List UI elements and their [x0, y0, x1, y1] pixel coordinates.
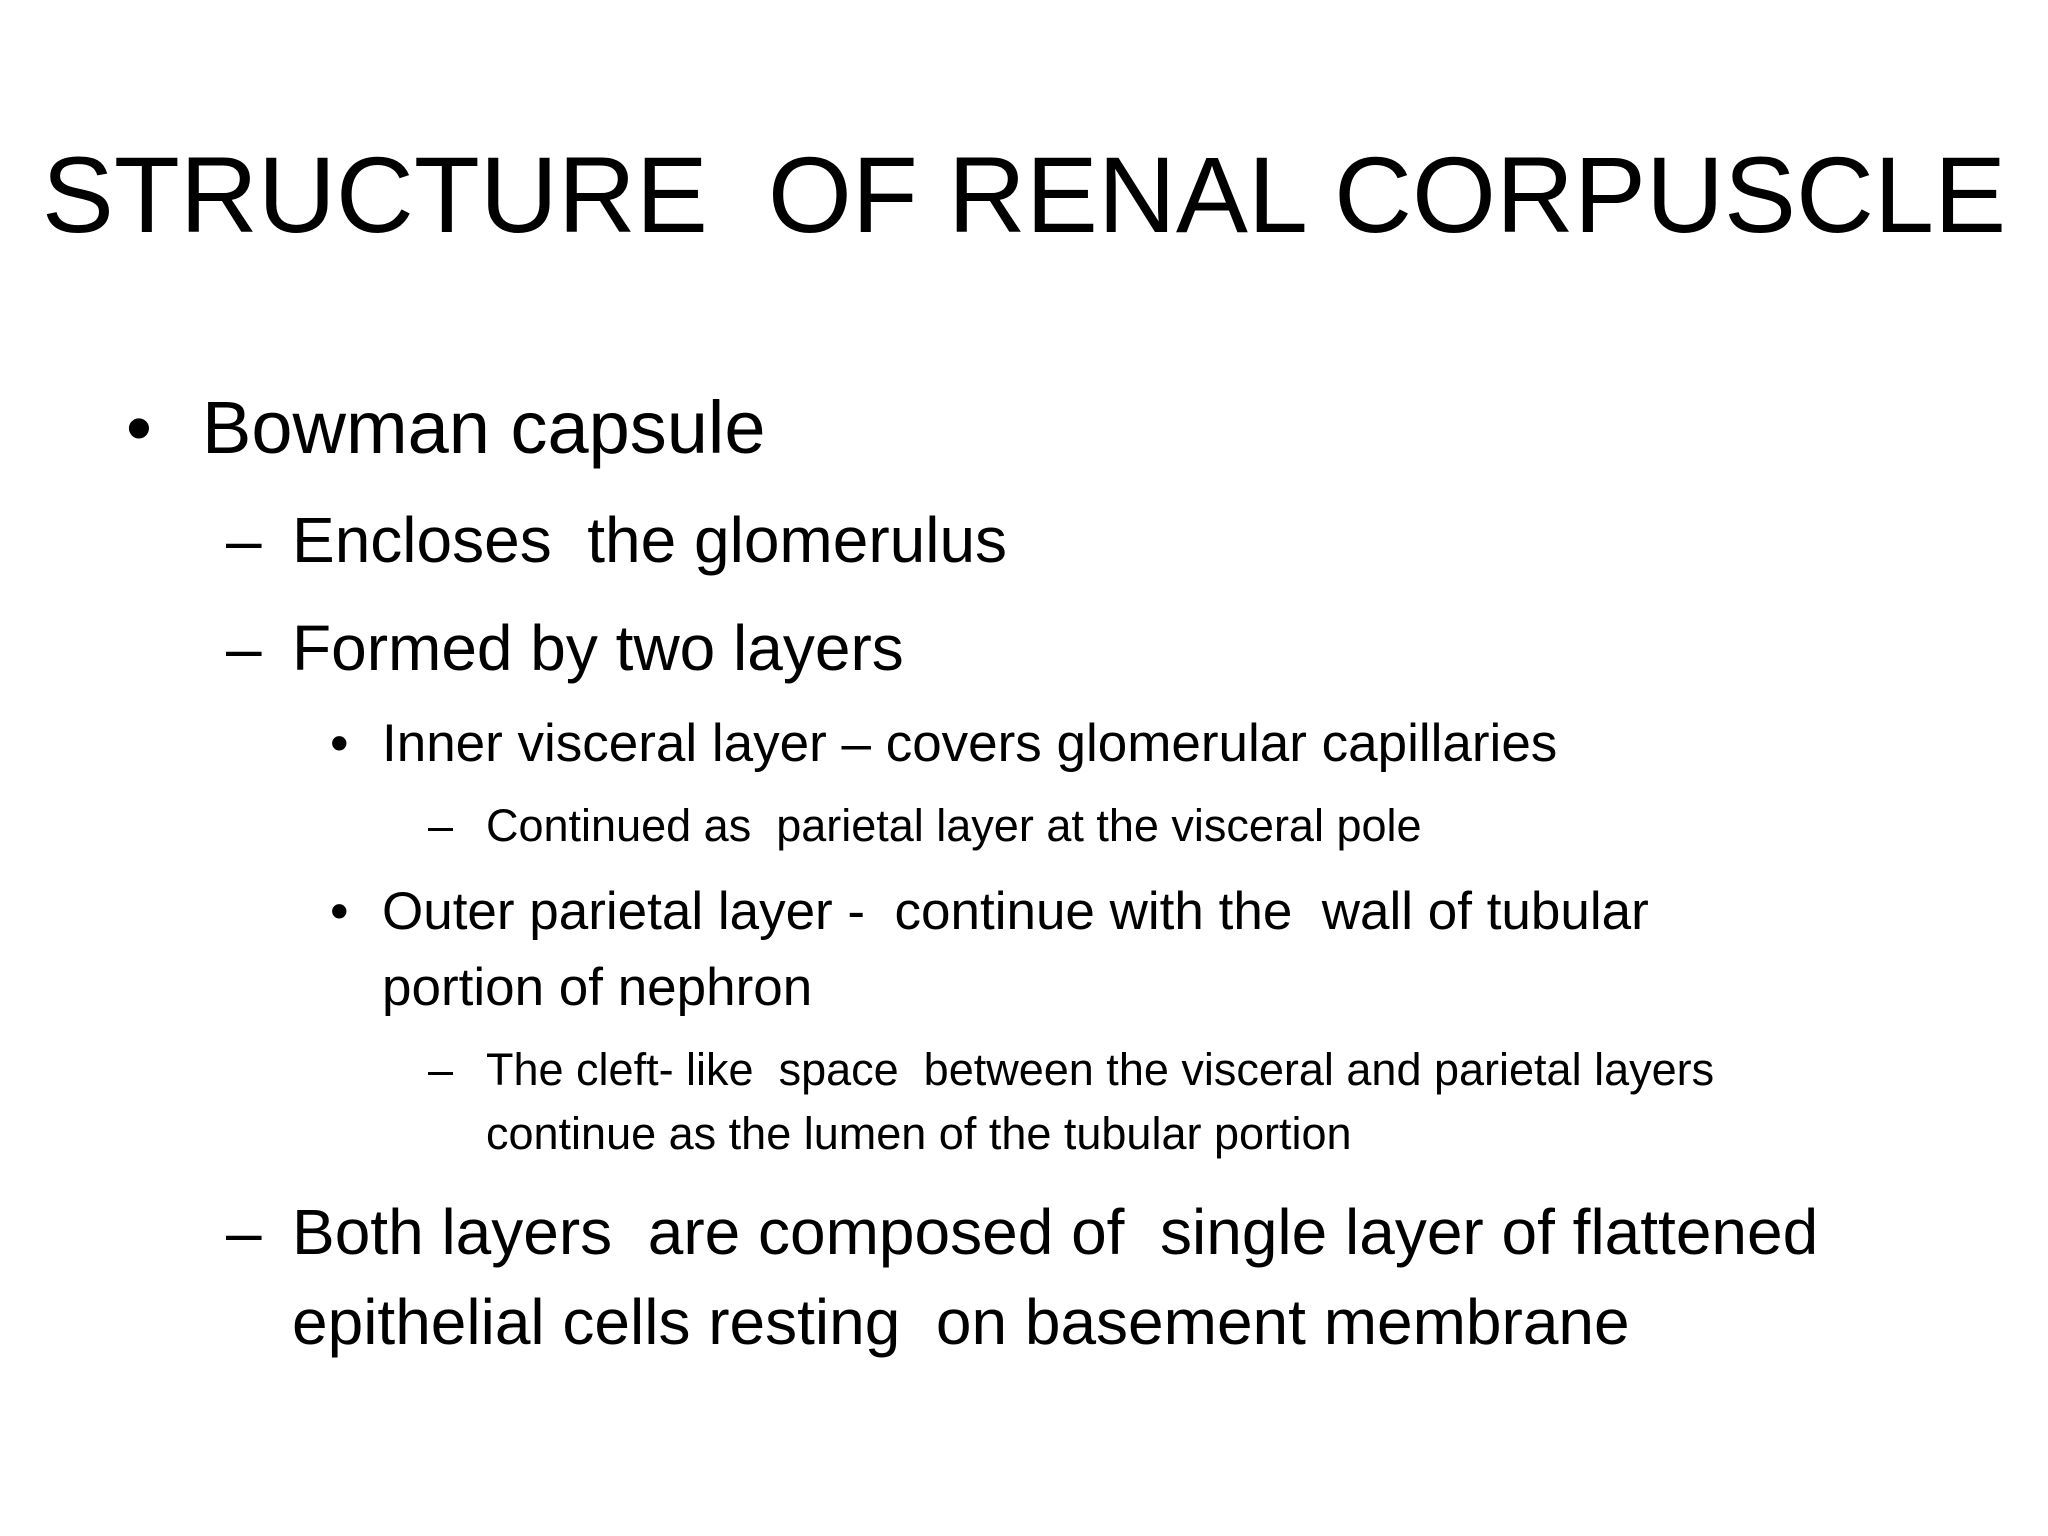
bullet-marker: •	[330, 714, 349, 773]
subbullet-encloses: Encloses the glomerulus	[292, 504, 1008, 576]
dash-marker: –	[428, 800, 454, 851]
subbullet-both-layers-line1: Both layers are composed of single layer of flattened	[292, 1196, 1819, 1268]
slide-title: STRUCTURE OF RENAL CORPUSCLE	[41, 134, 2007, 255]
dash-marker: –	[428, 1044, 454, 1095]
item-outer-parietal-layer-line2: portion of nephron	[382, 958, 813, 1017]
item-outer-parietal-layer-line1: Outer parietal layer - continue with the wall of tubular	[382, 882, 1649, 941]
subbullet-both-layers-line2: epithelial cells resting on basement membrane	[292, 1286, 1630, 1358]
bullet-bowman-capsule: Bowman capsule	[202, 386, 766, 469]
item-continued-as-parietal: Continued as parietal layer at the visceral pole	[486, 800, 1422, 851]
dash-marker: –	[226, 504, 262, 576]
bullet-marker: •	[126, 386, 152, 469]
subbullet-formed-by-two-layers: Formed by two layers	[292, 612, 904, 684]
bullet-marker: •	[330, 882, 349, 941]
item-inner-visceral-layer: Inner visceral layer – covers glomerular capillaries	[382, 714, 1558, 773]
item-cleft-space-line2: continue as the lumen of the tubular portion	[486, 1108, 1352, 1159]
item-cleft-space-line1: The cleft- like space between the visceral and parietal layers	[486, 1044, 1715, 1095]
dash-marker: –	[226, 612, 262, 684]
dash-marker: –	[226, 1196, 262, 1268]
